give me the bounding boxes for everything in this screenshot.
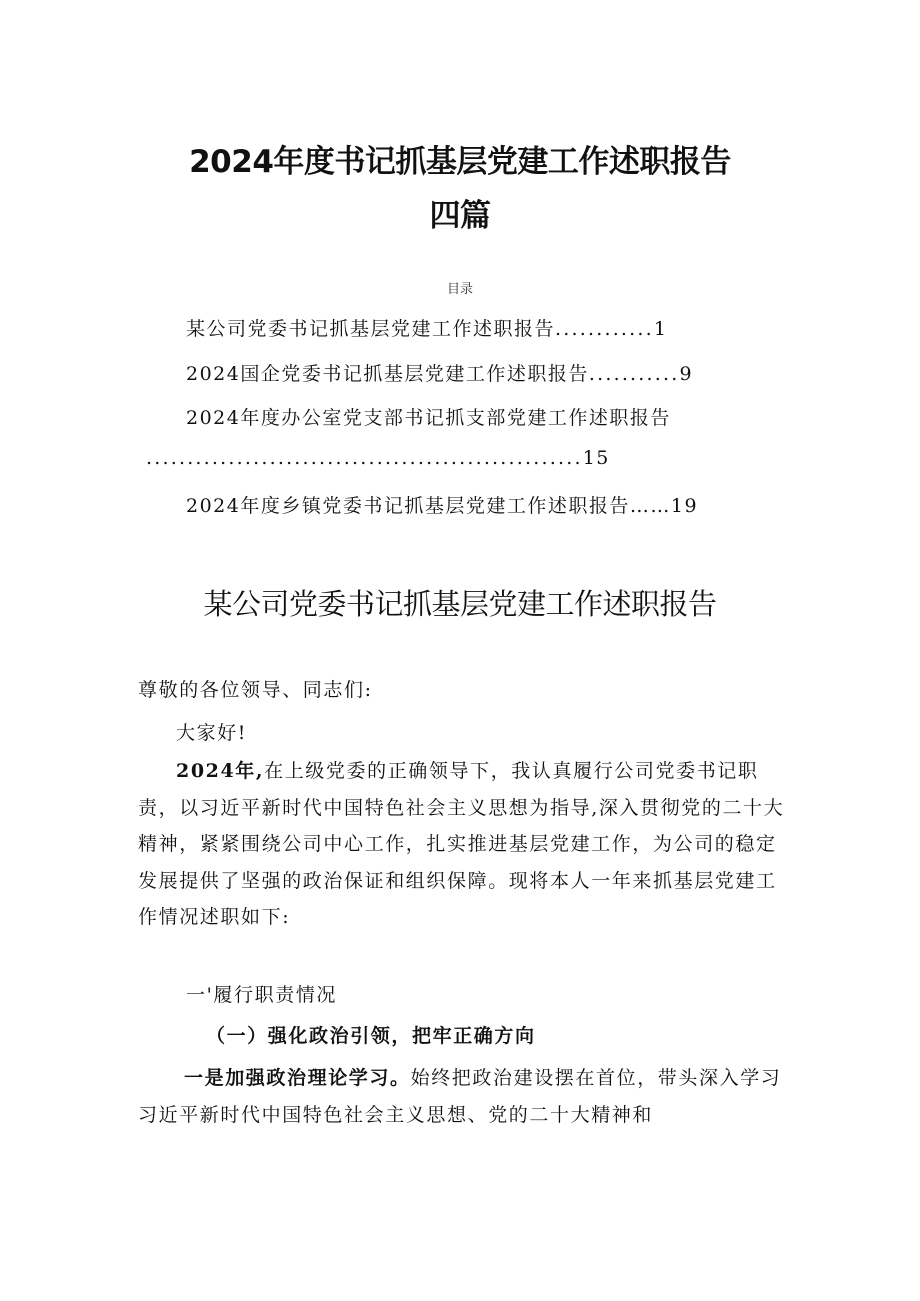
toc-entry-leader: ............ bbox=[555, 318, 654, 340]
document-title-line1: 2024年度书记抓基层党建工作述职报告 bbox=[189, 144, 731, 180]
paragraph-intro-lead: 2024年, bbox=[176, 760, 265, 782]
toc-entry-leader: …… bbox=[629, 495, 671, 517]
toc-entry[interactable] bbox=[186, 359, 693, 386]
toc-entry-text: 某公司党委书记抓基层党建工作述职报告 bbox=[186, 318, 556, 340]
toc-entry-leader: ........... bbox=[588, 363, 680, 385]
toc-heading: 目录 bbox=[446, 282, 473, 297]
document-title-line2: 四篇 bbox=[429, 198, 491, 234]
toc-entry-text: 2024年度乡镇党委书记抓基层党建工作述职报告 bbox=[186, 495, 630, 517]
greeting: 大家好! bbox=[176, 722, 248, 744]
toc-entry-text: 2024年度办公室党支部书记抓支部党建工作述职报告 bbox=[186, 407, 671, 429]
toc-entry-leader: ..................................................... bbox=[146, 447, 583, 469]
paragraph-point1-lead: 一是加强政治理论学习。 bbox=[184, 1067, 411, 1089]
heading-level2: （一）强化政治引领，把牢正确方向 bbox=[206, 1025, 536, 1047]
paragraph-intro bbox=[138, 753, 788, 936]
toc-entry-text: 2024国企党委书记抓基层党建工作述职报告 bbox=[186, 363, 589, 385]
toc-entry-page: 9 bbox=[679, 363, 694, 385]
toc-entry-page: 1 bbox=[653, 318, 668, 340]
heading-level1: 一'履行职责情况 bbox=[186, 984, 338, 1006]
toc-entry[interactable] bbox=[186, 314, 667, 341]
section-title: 某公司党委书记抓基层党建工作述职报告 bbox=[203, 587, 717, 621]
toc-entry-page: 15 bbox=[582, 447, 610, 469]
toc-entry-continuation[interactable] bbox=[146, 447, 610, 469]
paragraph-point1 bbox=[138, 1060, 788, 1133]
paragraph-point1-body: 始终把政治建设摆在首位，带头深入学习习近平新时代中国特色社会主义思想、党的二十大精神和 bbox=[138, 1067, 782, 1126]
toc-entry[interactable] bbox=[186, 491, 698, 518]
salutation: 尊敬的各位领导、同志们: bbox=[138, 679, 373, 701]
toc-entry-page: 19 bbox=[670, 495, 699, 517]
toc-entry[interactable] bbox=[186, 403, 671, 430]
paragraph-intro-body: 在上级党委的正确领导下，我认真履行公司党委书记职责，以习近平新时代中国特色社会主义思想为指导,深入贯彻党的二十大精神，紧紧围绕公司中心工作，扎实推进基层党建工作，为公司的稳定发展提供了坚强的政治保证和组织保障。现将本人一年来抓基层党建工作情况述职如下: bbox=[138, 760, 785, 928]
